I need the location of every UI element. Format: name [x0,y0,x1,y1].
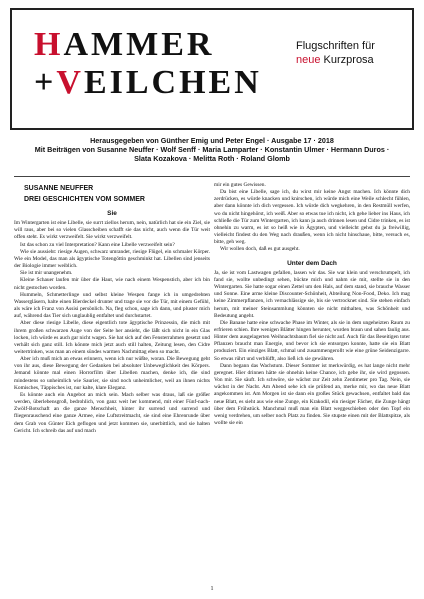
paragraph: Sie ist mir unangenehm. [20,270,73,277]
title-hammer: HAMMER [34,26,215,63]
article-author: SUSANNE NEUFFER [24,185,94,192]
right-column [214,182,410,427]
divider [14,176,410,177]
left-body [14,220,210,435]
credits-line3: Slata Kozakova · Melitta Roth · Roland Glomb [134,154,290,163]
paragraph: Kleine Schauer laufen mir über die Haut, wie nach einem Wespenstich, aber ich bin nicht gestochen worden. [14,277,210,291]
paragraph: Im Wintergarten ist eine Libelle, sie surrt ziellos herum, nein, natürlich hat sie ein Ziel, sie will raus, aber bei so vielen Glasscheiben schafft sie das nicht, auch wenn die Tür weit offen steht. Es wirkt verzweifelt. Sie wirkt verzweifelt. [14,220,210,241]
right-body-b [214,270,410,427]
paragraph: Wir wollen doch, daß es gut ausgeht. [220,246,300,253]
masthead [10,8,414,130]
paragraph: Da bist eine Libelle, sage ich, du wirst mir keine Angst machen. Ich könnte dich zerdrücken, es würde knacken und knirschen, ich würde mich eine Weile schlecht fühlen, aber dann könnte ich dich vergessen. Ich würde dich wegkehren, in den Restmüll werfen, wo du nicht hingehörst, ich weiß. Aber so etwas tue ich nicht, ich gehe lieber ins Haus, ich schließe die Tür zum Wintergarten, ich kann ja auch drinnen lesen und Cidre trinken, es ist ohnehin zu warm, es ist so heiß wie in Ägypten, und vielleicht gehst du ja freiwillig, vielleicht findest du den Weg nach draußen, wenn ich nicht hinschaue, bitte, versuch es, bitte, geh weg. [214,189,410,246]
paragraph: Aber diese riesige Libelle, diese eigentlich tote ägyptische Prinzessin, die mich mit ihrem großen schwarzen Auge von der Seite her ansieht, die läßt sich nicht in ein Glas locken, ich würde es auch gar nicht wagen. Sie hat sich auf den Fensterrahmen gesetzt und verhält sich ganz still. Ich könnte mich jetzt auch still halten, Zeitung lesen, den Cidre weitertrinken, was man an einem sündes warmen Nachmittag eben so macht. [14,320,210,355]
paragraph: Ist das schon zu viel Interpretation? Kann eine Libelle verzweifelt sein? [20,241,175,248]
credits [14,136,410,163]
paragraph: Ja, sie ist vom Lastwagen gefallen, lassen wir das. Sie war klein und verschrumpelt, ich fand sie, wollte unbedingt sehen, bückte mich und nahm sie mit, stellte sie in den Wintergarten. Sie hatte sogar einen Zettel um den Hals, auf dem stand, sie brauche Wasser und Sonne. Eine arme kleine Discounter-Schönheit, Abteilung Non-Food, Deko. Ich mag keine Zimmerpflanzen, ich vernachlässige sie, bis sie vertrocknet sind. Sie stehen einfach herum, mit meiner Steinsammlung könnten sie nicht mithalten, was Schönheit und Bedeutung angeht. [214,269,410,319]
tagline-line1: Flugschriften für [296,40,375,52]
section-heading-sie: Sie [107,210,117,217]
left-column [14,182,210,435]
paragraph: Wie sie aussieht: riesige Augen, schwarz umrandet, riesige Flügel, ein schmaler Körper. Wie ein Model, das man als ägyptische Totengöttin geschminkt hat. Libellen sind jenseits der Biologie immer weiblich. [14,248,210,270]
paragraph: Hummeln, Schmetterlinge und selbst kleine Wespen fange ich in umgedrehten Wassergläsern, halte einen Bierdeckel drunter und trage sie vor die Tür, mit einem Gefühl, als wäre ich Franz von Assisi persönlich. Na, fleg schon, sage ich dann, und pluster mich auf, während das Tier sich unglaublig entfaltet und durchstartet. [14,291,210,320]
title-veilchen: +VEILCHEN [34,64,262,101]
paragraph: Dann begann das Wachstum. Dieser Sommer ist merkwürdig, es hat lange nicht mehr geregnet. Hier drinnen hätte sie ohnehin keine Chance, ich gebe ihr, sie wird gegossen. Von mir. Sie säuft. Ich schwöre, sie wächst zur Zeit zehn Zentimeter pro Tag. Nein, sie wächst in der Nacht. Am Abend sehe ich sie prüfend an, merke mir, wo das neue Blatt angekommen ist. Am Morgen ist sie dann ein großes Stück gewachsen, entfaltet bald das neue Blatt, es sieht aus wie eine Zunge, ein Krakodil, ein riesiger Fächer, die Zunge hängt über dem Frühstück. Manchmal muß man ein Blatt weggeschieben oder den Topf ein wenig verdrehen, um selber noch Platz zu finden. Sie stupste einen mit der Blattspitze, als wollte sie ein [214,362,410,426]
credits-line2: Mit Beiträgen von Susanne Neuffer · Wolf Senff · Maria Lamparter · Konstantin Ulmer · Hermann Duros · [34,145,390,154]
paragraph: Es könnte auch ein Angebot an mich sein. Mach selber was draus, laß sie größer werden, überlebensgroß, bedrohlich, von ganz weit her kommend, mit einer Fünf-nach-Zwölf-Botschaft an die ganze Menschheit, hinter ihr surrend und surrend und fliegenrauschend eine ganze Armee, eine Luftstreitmacht, sie sind eine Ehrenrunde über dem Grab von Günter Eich geflogen und jetzt kommen sie, unerbittlich, und sie halten Gericht. Ich schreib das auf und mach [14,391,210,434]
article-title: DREI GESCHICHTEN VOM SOMMER [24,196,145,203]
paragraph: Die Banane hatte eine schwache Phase im Winter, als sie in dem ungeheizten Raum zu erfrieren schien. Ihre wenigen Blätter hingen herunter, wurden braun und sahen faulig aus. Hinter dem ausgelagerten Weihnachtsbaum fiel sie nicht auf. Auch für das Beseitigen toter Pflanzen braucht man Energie, und bevor ich sie entsorgen konnte, hatte sie ein Blatt produziert. Ein einziges Blatt, schmal und zusammengerollt wie eine grüne Seidenzigarre. So etwas rührt und verblüfft, also ließ ich sie gewähren. [214,319,410,362]
tagline-line2: neue Kurzprosa [296,54,374,66]
right-body-a [214,182,410,254]
section-heading-unter-dem-dach: Unter dem Dach [287,259,337,267]
paragraph: mir ein gutes Gewissen. [214,182,266,188]
page-number: 1 [210,586,214,592]
credits-line1: Herausgegeben von Günther Emig und Peter Engel · Ausgabe 17 · 2018 [90,136,334,145]
paragraph: Aber ich muß mich an etwas erinnern, wenn ich nur wüßte, woran. Die Bewegung geht von ihr aus, diese Bewegung der Gedanken bei absoluter Unbeweglichkeit des Körpers. Jemand könnte mal einen Horrorfilm über Libellen machen, denke ich, die sind mindestens so unheimlich wie Saurier, sie sind noch unheimlicher, weil an ihnen nichts Komisches, Täppisches ist, nur kalte, klare Eleganz. [14,356,210,391]
